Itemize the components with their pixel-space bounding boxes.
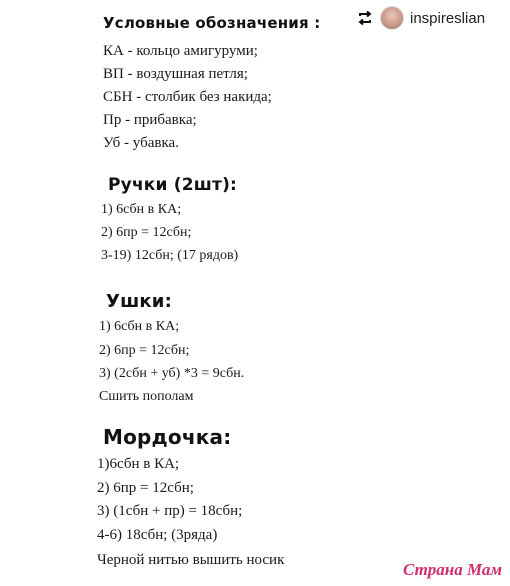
repost-header bbox=[356, 6, 485, 30]
ears-title: Ушки: bbox=[106, 291, 173, 312]
muzzle-row: 2) 6пр = 12сбн; bbox=[97, 480, 194, 496]
muzzle-row: 1)6сбн в КА; bbox=[97, 456, 180, 472]
muzzle-row: 4-6) 18сбн; (3ряда) bbox=[97, 527, 218, 543]
handles-row: 1) 6сбн в КА; bbox=[101, 202, 182, 217]
legend-item: СБН - столбик без накида; bbox=[103, 89, 272, 105]
handles-row: 2) 6пр = 12сбн; bbox=[101, 225, 192, 240]
ears-row: Сшить пополам bbox=[99, 389, 194, 404]
legend-item: КА - кольцо амигуруми; bbox=[103, 43, 258, 59]
muzzle-row: 3) (1сбн + пр) = 18сбн; bbox=[97, 503, 243, 519]
repost-icon[interactable] bbox=[356, 9, 374, 27]
legend-item: Уб - убавка. bbox=[103, 135, 179, 151]
handles-title: Ручки (2шт): bbox=[108, 175, 238, 195]
muzzle-title: Мордочка: bbox=[103, 425, 232, 449]
handles-row: 3-19) 12сбн; (17 рядов) bbox=[101, 248, 239, 263]
ears-row: 2) 6пр = 12сбн; bbox=[99, 343, 190, 358]
legend-title: Условные обозначения : bbox=[103, 14, 321, 32]
ears-row: 3) (2сбн + уб) *3 = 9сбн. bbox=[99, 366, 245, 381]
avatar[interactable] bbox=[380, 6, 404, 30]
username[interactable]: inspireslian bbox=[410, 9, 486, 27]
watermark: Страна Мам bbox=[402, 560, 502, 579]
muzzle-row: Черной нитью вышить носик bbox=[97, 552, 285, 568]
legend-item: Пр - прибавка; bbox=[103, 112, 197, 128]
legend-item: ВП - воздушная петля; bbox=[103, 66, 248, 82]
ears-row: 1) 6сбн в КА; bbox=[99, 319, 180, 334]
